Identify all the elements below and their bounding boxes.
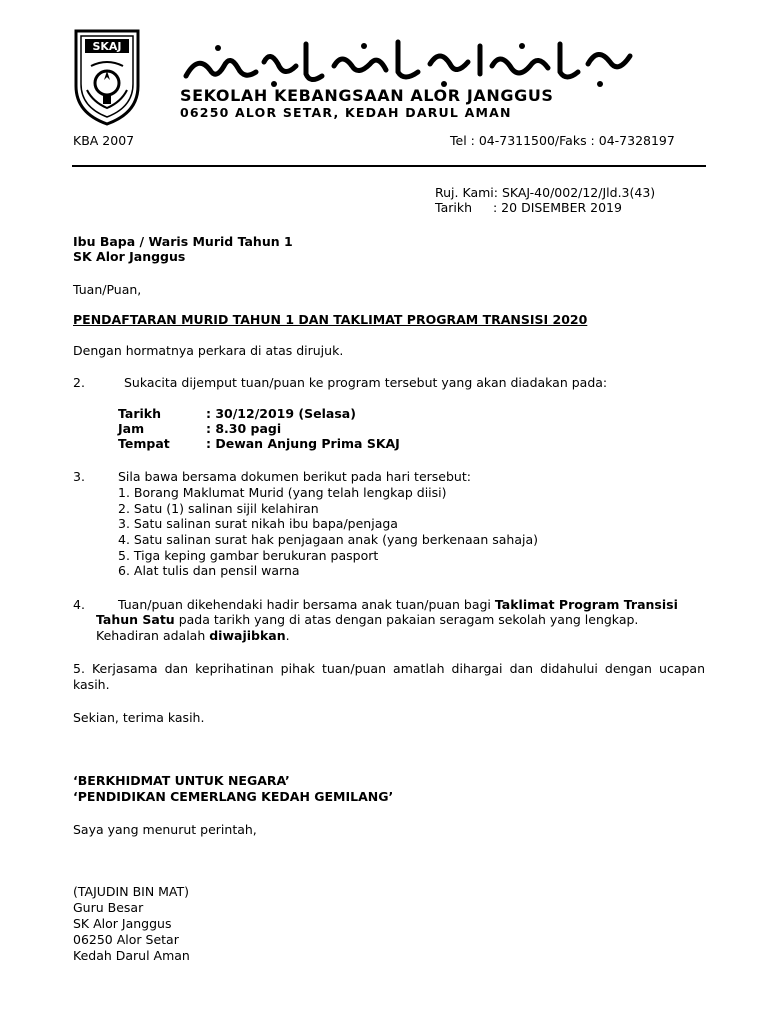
paragraph-4-line-3 <box>96 628 290 643</box>
document-list-item: 4. Satu salinan surat hak penjagaan anak (yang berkenaan sahaja) <box>118 532 538 547</box>
event-label: Tempat <box>118 436 170 451</box>
paragraph-4-text: Kehadiran adalah <box>96 628 210 643</box>
event-row-venue <box>118 436 400 451</box>
signatory-title: Guru Besar <box>73 900 144 915</box>
paragraph-1: Dengan hormatnya perkara di atas dirujuk. <box>73 343 344 358</box>
order-phrase: Saya yang menurut perintah, <box>73 822 257 837</box>
document-list-item: 3. Satu salinan surat nikah ibu bapa/penjaga <box>118 516 398 531</box>
event-value: : 8.30 pagi <box>206 421 282 436</box>
recipient-line-1: Ibu Bapa / Waris Murid Tahun 1 <box>73 234 293 249</box>
event-row-time <box>118 421 281 436</box>
event-row-date <box>118 406 356 421</box>
motto-2: ‘PENDIDIKAN CEMERLANG KEDAH GEMILANG’ <box>73 789 394 804</box>
event-value: : Dewan Anjung Prima SKAJ <box>206 436 400 451</box>
closing-remark: Sekian, terima kasih. <box>73 710 205 725</box>
attendance-requirement: diwajibkan <box>209 628 286 643</box>
paragraph-4-text: Tuan/puan dikehendaki hadir bersama anak tuan/puan bagi <box>118 597 495 612</box>
document-list-item: 5. Tiga keping gambar berukuran pasport <box>118 548 379 563</box>
signatory-address-3: Kedah Darul Aman <box>73 948 190 963</box>
signatory-address-1: SK Alor Janggus <box>73 916 172 931</box>
signatory-name: (TAJUDIN BIN MAT) <box>73 884 190 899</box>
school-address: 06250 ALOR SETAR, KEDAH DARUL AMAN <box>180 105 512 120</box>
jawi-script-school-name <box>178 36 636 92</box>
paragraph-5-line-1: 5. Kerjasama dan keprihatinan pihak tuan/puan amatlah dihargai dan didahului dengan ucapan <box>73 661 705 676</box>
document-list-item: 2. Satu (1) salinan sijil kelahiran <box>118 501 319 516</box>
paragraph-4-text: pada tarikh yang di atas dengan pakaian seragam sekolah yang lengkap. <box>174 612 639 627</box>
header-divider <box>72 165 706 167</box>
paragraph-3-intro: Sila bawa bersama dokumen berikut pada hari tersebut: <box>118 469 471 484</box>
event-label: Jam <box>118 421 145 436</box>
recipient-line-2: SK Alor Janggus <box>73 249 186 264</box>
letter-date <box>435 200 622 215</box>
kba-code: KBA 2007 <box>73 133 135 148</box>
document-list-item: 6. Alat tulis dan pensil warna <box>118 563 300 578</box>
paragraph-2-text: Sukacita dijemput tuan/puan ke program tersebut yang akan diadakan pada: <box>124 375 608 390</box>
paragraph-4-number: 4. <box>73 597 85 612</box>
event-value: : 30/12/2019 (Selasa) <box>206 406 356 421</box>
salutation: Tuan/Puan, <box>73 282 142 297</box>
signatory-address-2: 06250 Alor Setar <box>73 932 179 947</box>
paragraph-4-line-1 <box>118 597 678 612</box>
briefing-name-cont: Tahun Satu <box>96 612 175 627</box>
paragraph-2-number: 2. <box>73 375 85 390</box>
letter-subject: PENDAFTARAN MURID TAHUN 1 DAN TAKLIMAT PROGRAM TRANSISI 2020 <box>73 312 588 327</box>
reference-number <box>435 185 655 200</box>
paragraph-5-line-2: kasih. <box>73 677 110 692</box>
paragraph-4-period: . <box>285 628 290 643</box>
reference-label: Ruj. Kami: <box>435 185 498 200</box>
motto-1: ‘BERKHIDMAT UNTUK NEGARA’ <box>73 773 290 788</box>
reference-value: SKAJ-40/002/12/Jld.3(43) <box>501 185 656 200</box>
paragraph-4-line-2 <box>96 612 638 627</box>
date-label: Tarikh <box>435 200 472 215</box>
paragraph-3-number: 3. <box>73 469 85 484</box>
school-crest-logo <box>73 28 141 126</box>
school-name: SEKOLAH KEBANGSAAN ALOR JANGGUS <box>180 86 554 105</box>
event-label: Tarikh <box>118 406 162 421</box>
logo-text: SKAJ <box>92 40 122 53</box>
date-value: : 20 DISEMBER 2019 <box>493 200 622 215</box>
document-list-item: 1. Borang Maklumat Murid (yang telah lengkap diisi) <box>118 485 447 500</box>
briefing-name: Taklimat Program Transisi <box>494 597 678 612</box>
contact-numbers: Tel : 04-7311500/Faks : 04-7328197 <box>450 133 675 148</box>
